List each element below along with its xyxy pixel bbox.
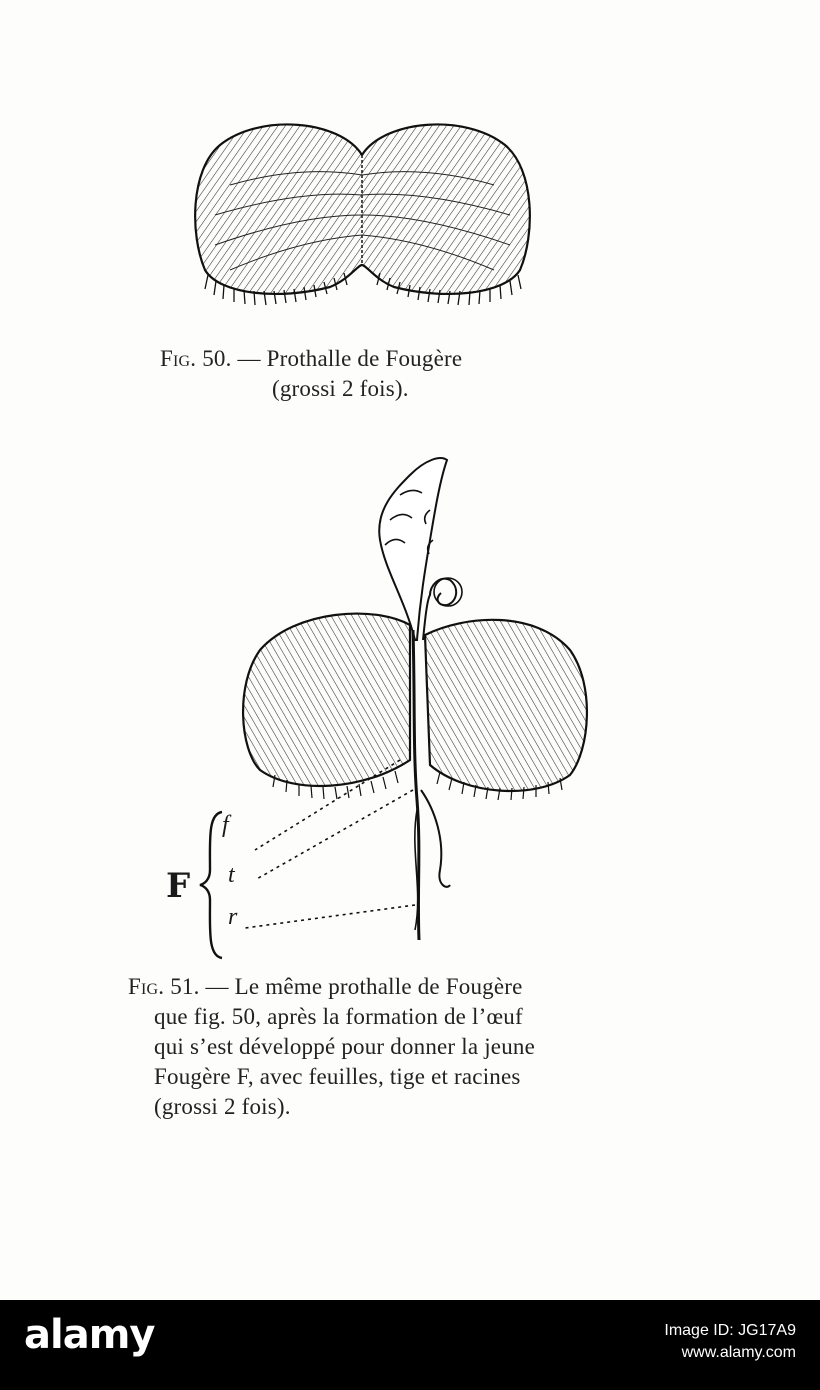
fig51-label-racines: r <box>228 904 238 930</box>
fig51-group-label-F: F <box>166 866 191 906</box>
site-url: www.alamy.com <box>681 1344 796 1361</box>
fig51-caption-line: Fougère F, avec feuilles, tige et racines <box>154 1064 521 1089</box>
fig50-prothallus-illustration <box>190 115 535 330</box>
fig51-caption-line: que fig. 50, après la formation de l’œuf <box>154 1004 523 1029</box>
fig50-title: — Prothalle de Fougère <box>231 346 463 371</box>
fig51-caption-line: qui s’est développé pour donner la jeune <box>154 1034 535 1059</box>
image-id-block <box>664 1320 796 1364</box>
fig50-label: Fig. <box>160 346 197 371</box>
image-id: Image ID: JG17A9 <box>664 1322 796 1339</box>
fig51-caption <box>128 972 648 1122</box>
fig51-title: — Le même prothalle de Fougère <box>199 974 523 999</box>
fig50-number: 50. <box>202 346 232 371</box>
fig51-label-tige: t <box>228 862 235 888</box>
fig50-magnification: (grossi 2 fois). <box>272 376 409 401</box>
alamy-logo: alamy <box>24 1312 155 1358</box>
fig50-caption <box>160 344 580 404</box>
fig51-label: Fig. <box>128 974 165 999</box>
fig51-caption-line: (grossi 2 fois). <box>154 1094 291 1119</box>
fig51-young-fern-illustration <box>235 450 595 950</box>
fig51-number: 51. <box>170 974 200 999</box>
fig51-label-feuilles: f <box>222 812 229 838</box>
